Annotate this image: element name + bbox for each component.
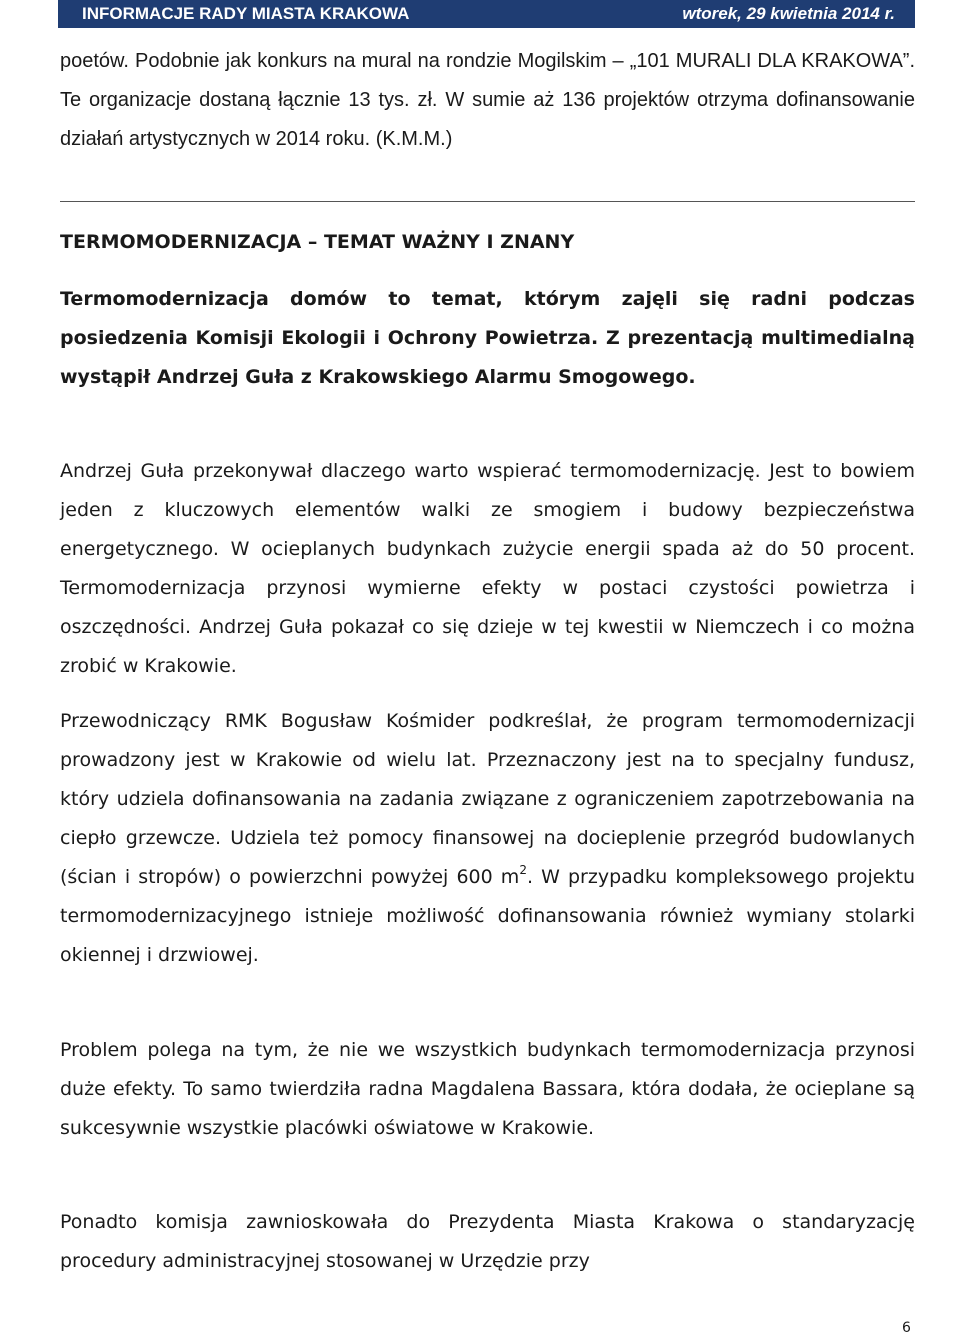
section-divider xyxy=(60,201,915,202)
superscript-square: 2 xyxy=(519,863,527,877)
article-paragraph-1: Andrzej Guła przekonywał dlaczego warto wspierać termomodernizację. Jest to bowiem jeden z kluczowych elementów walki ze smogiem i budowy bezpieczeństwa energetycznego. W ocieplanych budynkach zużycie energii spada aż do 50 procent. Termomodernizacja przynosi wymierne efekty w postaci czystości powietrza i oszczędności. Andrzej Guła pokazał co się dzieje w tej kwestii w Niemczech i co można zrobić w Krakowie. xyxy=(60,460,915,677)
article-paragraph-3: Problem polega na tym, że nie we wszystkich budynkach termomodernizacja przynosi duże efekty. To samo twierdziła radna Magdalena Bassara, która dodała, że ocieplane są sukcesywnie wszystkie placówki oświatowe w Krakowie. xyxy=(60,1039,915,1139)
paragraph-2-text-end: . W przypadku kompleksowego projektu termomodernizacyjnego istnieje możliwość dofinansowania również wymiany stolarki okiennej i drzwiowej. xyxy=(60,866,915,966)
previous-article-ending: poetów. Podobnie jak konkurs na mural na rondzie Mogilskim – „101 MURALI DLA KRAKOWA”. Te organizacje dostaną łącznie 13 tys. zł. W sumie aż 136 projektów otrzyma dofinansowanie działań artystycznych w 2014 roku. (K.M.M.) xyxy=(60,50,915,150)
newsletter-title: INFORMACJE RADY MIASTA KRAKOWA xyxy=(82,4,410,23)
page-number: 6 xyxy=(902,1320,911,1336)
paragraph-2-text-start: Przewodniczący RMK Bogusław Kośmider podkreślał, że program termomodernizacji prowadzony jest w Krakowie od wielu lat. Przeznaczony jest na to specjalny fundusz, który udziela dofinansowania na zadania związane z ograniczeniem zapotrzebowania na ciepło grzewcze. Udziela też pomocy finansowej na docieplenie przegród budowlanych (ścian i stropów) o powierzchni powyżej 600 m xyxy=(60,710,915,888)
newsletter-header-bar xyxy=(58,0,915,28)
article-lead: Termomodernizacja domów to temat, którym zajęli się radni podczas posiedzenia Komisji Ekologii i Ochrony Powietrza. Z prezentacją multimedialną wystąpił Andrzej Guła z Krakowskiego Alarmu Smogowego. xyxy=(60,288,915,388)
article-paragraph-4: Ponadto komisja zawnioskowała do Prezydenta Miasta Krakowa o standaryzację procedury administracyjnej stosowanej w Urzędzie przy xyxy=(60,1211,915,1272)
article-paragraph-2 xyxy=(60,702,915,975)
issue-date: wtorek, 29 kwietnia 2014 r. xyxy=(682,4,895,23)
article-heading: TERMOMODERNIZACJA – TEMAT WAŻNY I ZNANY xyxy=(60,231,575,253)
